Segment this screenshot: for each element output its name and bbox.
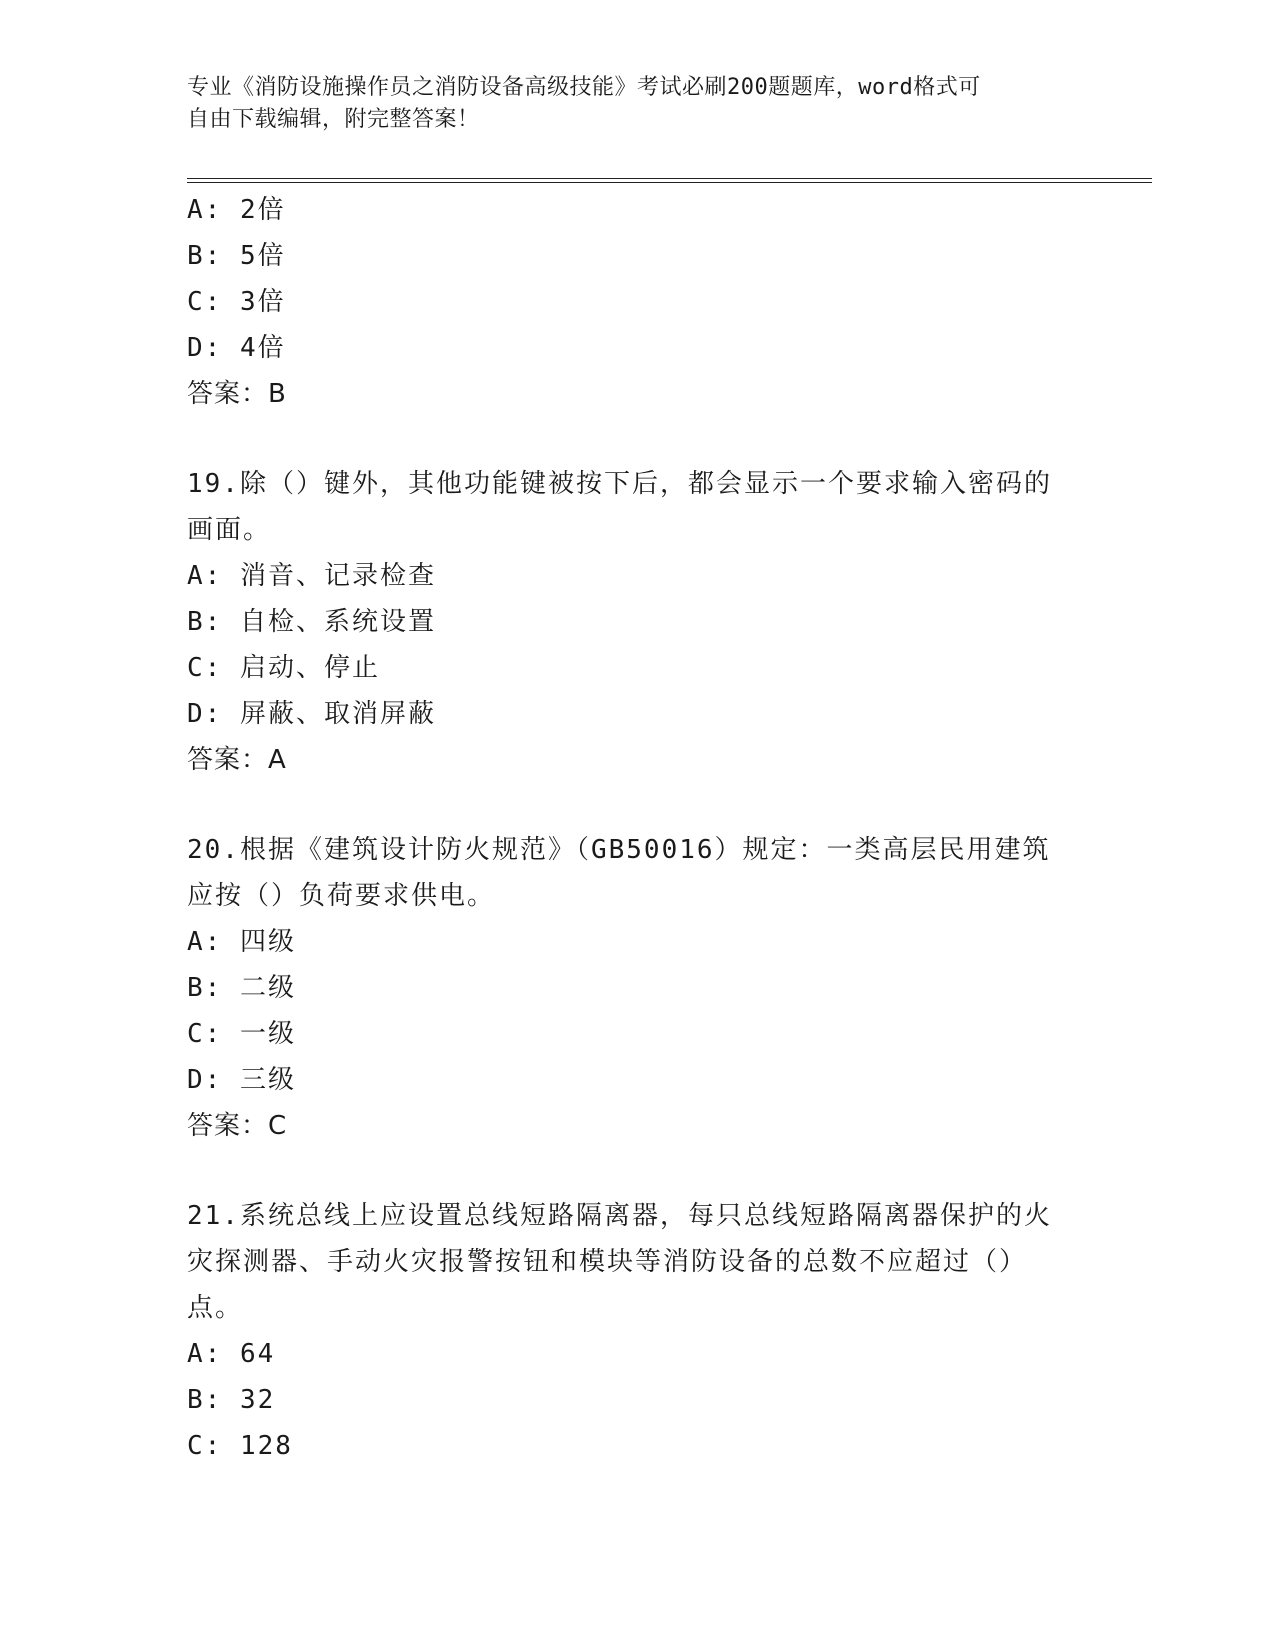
- question-text-line: 21.系统总线上应设置总线短路隔离器，每只总线短路隔离器保护的火: [187, 1201, 1052, 1231]
- option-a: A: 64: [187, 1339, 276, 1369]
- option-a: A: 2倍: [187, 195, 286, 225]
- option-b: B: 自检、系统设置: [187, 607, 436, 637]
- header-divider: [187, 178, 1152, 183]
- answer-line: 答案：C: [187, 1111, 288, 1141]
- question-21: [187, 1193, 1087, 1469]
- answer-line: 答案：A: [187, 745, 287, 775]
- question-18-tail: [187, 187, 1087, 417]
- option-d: D: 三级: [187, 1065, 296, 1095]
- option-c: C: 128: [187, 1431, 293, 1461]
- option-d: D: 屏蔽、取消屏蔽: [187, 699, 436, 729]
- option-b: B: 二级: [187, 973, 296, 1003]
- question-text-line: 20.根据《建筑设计防火规范》（GB50016）规定：一类高层民用建筑: [187, 835, 1051, 865]
- option-c: C: 一级: [187, 1019, 296, 1049]
- option-b: B: 32: [187, 1385, 276, 1415]
- question-text-line: 画面。: [187, 515, 272, 545]
- option-c: C: 启动、停止: [187, 653, 380, 683]
- option-b: B: 5倍: [187, 241, 286, 271]
- option-a: A: 消音、记录检查: [187, 561, 436, 591]
- option-a: A: 四级: [187, 927, 296, 957]
- document-body: [187, 187, 1087, 1469]
- option-c: C: 3倍: [187, 287, 286, 317]
- document-header: [187, 72, 1087, 136]
- header-line-2: 自由下载编辑，附完整答案！: [187, 107, 480, 132]
- option-d: D: 4倍: [187, 333, 286, 363]
- question-text-line: 灾探测器、手动火灾报警按钮和模块等消防设备的总数不应超过（）: [187, 1247, 1028, 1277]
- question-19: [187, 461, 1087, 783]
- question-text-line: 点。: [187, 1293, 244, 1323]
- question-text-line: 应按（）负荷要求供电。: [187, 881, 496, 911]
- answer-line: 答案：B: [187, 379, 287, 409]
- question-20: [187, 827, 1087, 1149]
- question-text-line: 19.除（）键外，其他功能键被按下后，都会显示一个要求输入密码的: [187, 469, 1052, 499]
- header-line-1: 专业《消防设施操作员之消防设备高级技能》考试必刷200题题库，word格式可: [187, 75, 981, 100]
